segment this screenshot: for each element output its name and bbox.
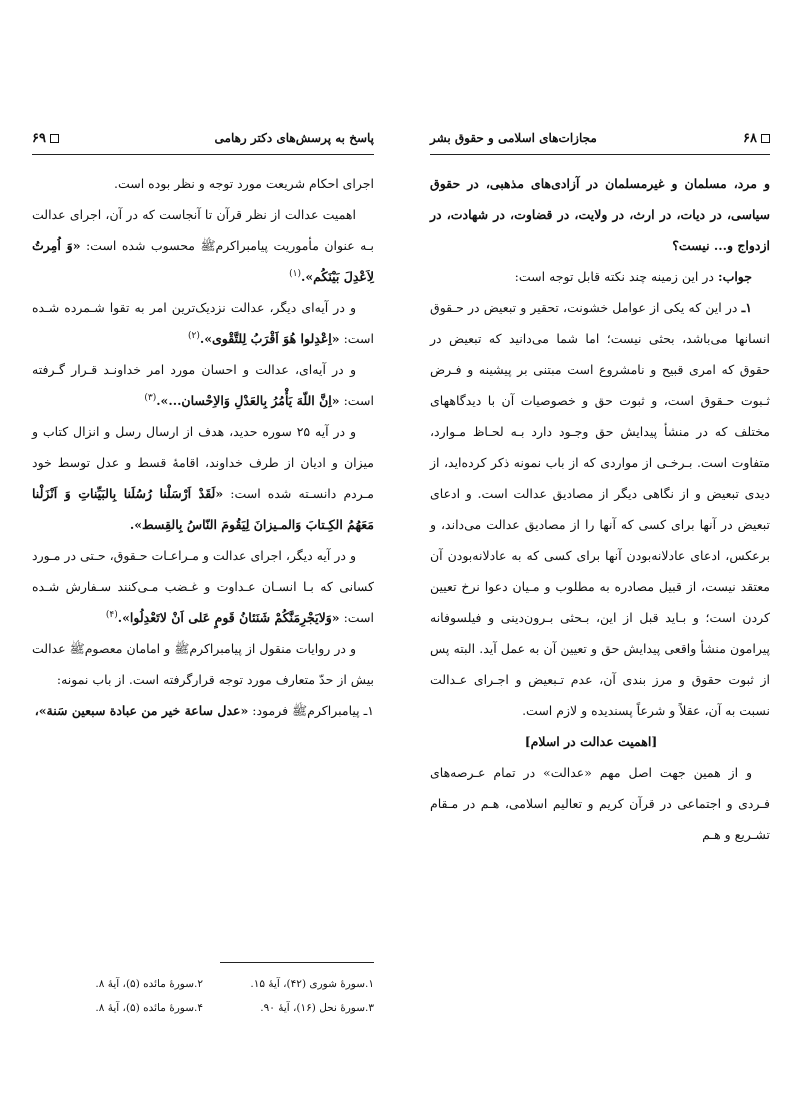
- paragraph-line: بیش از حدّ متعارف مورد توجه قرارگرفته است. از باب نمونه:: [56, 672, 374, 687]
- left-page-header: [32, 126, 374, 150]
- paragraph-line: ۱ـ پیامبراکرمﷺ فرمود:: [248, 703, 374, 718]
- left-header-rule: [32, 154, 374, 155]
- footnote-2: ۲.سورهٔ مائده (۵)، آیهٔ ۸.: [95, 978, 203, 990]
- paragraph-line: کسانی که بـا انسـان عـداوت و غـضب مـی‌کنند سـفارش شـده است:: [32, 579, 374, 625]
- quran-verse: «وَ اُمِرتُ لِاَعْدِلَ بَیْنَکُم».: [32, 238, 374, 284]
- paragraph-line: اجرای احکام شریعت مورد توجه و نظر بوده است.: [114, 176, 374, 191]
- right-page: [400, 0, 800, 1100]
- footnote-4: ۴.سورهٔ مائده (۵)، آیهٔ ۸.: [95, 1002, 203, 1014]
- footnote-3: ۳.سورهٔ نحل (۱۶)، آیهٔ ۹۰.: [260, 1002, 374, 1014]
- answer-intro: در این زمینه چند نکته قابل توجه است:: [514, 269, 718, 284]
- hadith-quote: «عدل ساعة خیر من عبادة سبعین سَنة»،: [34, 703, 249, 718]
- paragraph-line: و در آیه‌ای دیگر، عدالت نزدیک‌ترین امر به تقوا شـمرده شـده است:: [32, 300, 374, 346]
- paragraph-line: و در آیه ۲۵ سوره حدید، هدف از ارسال رسل و انزال کتاب و میزان: [32, 424, 374, 470]
- question-line: در ارث، در ولایت، در قضاوت، در شهادت، در ازدواج و... نیست؟: [430, 207, 770, 253]
- paragraph-line: شده است:: [223, 486, 292, 501]
- quran-verse: «لَقَدْ اَرْسَلْنا رُسُلَنا بِالبَیِّناتِ وَ اَنْزَلْنا مَعَهُمُ الکِـتابَ وَالمـیزانَ لِیَقُومَ النّاسُ بِالقِسط».: [32, 486, 374, 532]
- left-body-text: [32, 168, 374, 726]
- paragraph-line: و در روایات منقول از پیامبراکرمﷺ و امامان معصومﷺ عدالت: [32, 641, 356, 656]
- left-running-title: پاسخ به پرسش‌های دکتر رهامی: [214, 131, 374, 145]
- left-page-number: ۶۹: [32, 130, 46, 146]
- right-page-header: [430, 126, 770, 150]
- final-paragraph: و از همین جهت اصل مهم «عدالت» در تمام عـرصه‌های فـردی و اجتماعی در قرآن کریم و تعالیم اسلامی، هـم در مـقام تشـریع و هـم: [430, 765, 770, 842]
- point-1-text: در این که یکی از عوامل خشونت، تحقیر و تبعیض در حـقوق انسانها می‌باشد، بحثی نیست؛ اما شما می‌دانید که تبعیض در حقوق که امری قبیح و نامشروع است مبتنی بر پیشینه و فـرض ثـبوت حـقوق است، و ثبوت حق و خصوصیات آن با دیدگاههای مختلف که در منشأ پیدایش حق وجـود دارد بـه لحـاظ مـوارد، متفاوت است. بـرخـی از مواردی که از باب نمونه ذکر کرده‌اید، از دیدی تبعیض و از نگاهی دیگر از مصادیق عدالت است. و ادعای تبعیض در آنها برای کسی که آنها را از مصادیق عدالت می‌داند، و برعکس، ادعای عادلانه‌بودن آنها برای کسی که به عادلانه‌بودن آن معتقد نیست، از قبیل مصادره به مطلوب و مـیان دعوا نرخ تعیین کردن است؛ و بـاید قبل از این، بـحثی بـرون‌دینی و فیلسوفانه پیرامون منشأ واقعی پیدایش حق و تعیین آن به عمل آید. البته پس از ثبوت حقوق و مرز بندی آن، عدم تـبعیض و اجـرای عـدالت نسبت به آن، عقلاً و شرعاً پسندیده و لازم است.: [430, 300, 770, 718]
- section-heading: [اهمیت عدالت در اسلام]: [524, 734, 658, 749]
- square-bullet-icon: [761, 134, 770, 143]
- paragraph-line: اهمیت عدالت از نظر قرآن تا آنجاست که در آن، اجرای عدالت بـه: [32, 207, 374, 253]
- footnote-1: ۱.سورهٔ شوری (۴۲)، آیهٔ ۱۵.: [250, 978, 374, 990]
- quran-verse: «اِعْدِلوا هُوَ اَقْرَبُ لِلتَّقْوی».: [199, 331, 340, 346]
- right-page-number: ۶۸: [743, 130, 757, 146]
- paragraph-line: عنوان مأموریت پیامبراکرمﷺ محسوب شده است:: [80, 238, 355, 253]
- footnote-ref: (۴): [105, 609, 118, 620]
- question-line: و مرد، مسلمان و غیرمسلمان در آزادی‌های مذهبی، در حقوق سیاسی، در دیات،: [430, 176, 770, 222]
- left-page-number-box: [32, 131, 59, 146]
- footnote-ref: (۱): [289, 268, 301, 279]
- right-page-number-box: [743, 131, 770, 146]
- paragraph-line: و در آیه دیگر، اجرای عدالت و مـراعـات حـقوق، حـتی در مـورد: [32, 548, 356, 563]
- paragraph-line: و ادیان از طرف خداوند، اقامهٔ قسط و عدل توسط خود مـردم دانسـته: [32, 455, 375, 501]
- quran-verse: «اِنَّ اللّهَ یَأْمُرُ بِالعَدْلِ وَالاِحْسان...».: [156, 393, 340, 408]
- quran-verse: «وَلایَجْرِمَنَّکُمْ شَنَئانُ قَومٍ عَلی اَنْ لاتَعْدِلُوا».: [117, 610, 340, 625]
- right-header-rule: [430, 154, 770, 155]
- footnote-ref: (۲): [187, 330, 200, 341]
- footnotes: [32, 972, 374, 1020]
- right-running-title: مجازات‌های اسلامی و حقوق بشر: [430, 131, 597, 145]
- square-bullet-icon: [50, 134, 59, 143]
- answer-label: جواب:: [717, 269, 752, 284]
- footnote-rule: [220, 962, 374, 963]
- footnote-ref: (۳): [144, 392, 157, 403]
- point-1-label: ۱ـ: [741, 300, 752, 315]
- paragraph-line: و در آیه‌ای، عدالت و احسان مورد امر خداونـد قـرار گـرفته است:: [32, 362, 374, 408]
- right-body-text: [430, 168, 770, 850]
